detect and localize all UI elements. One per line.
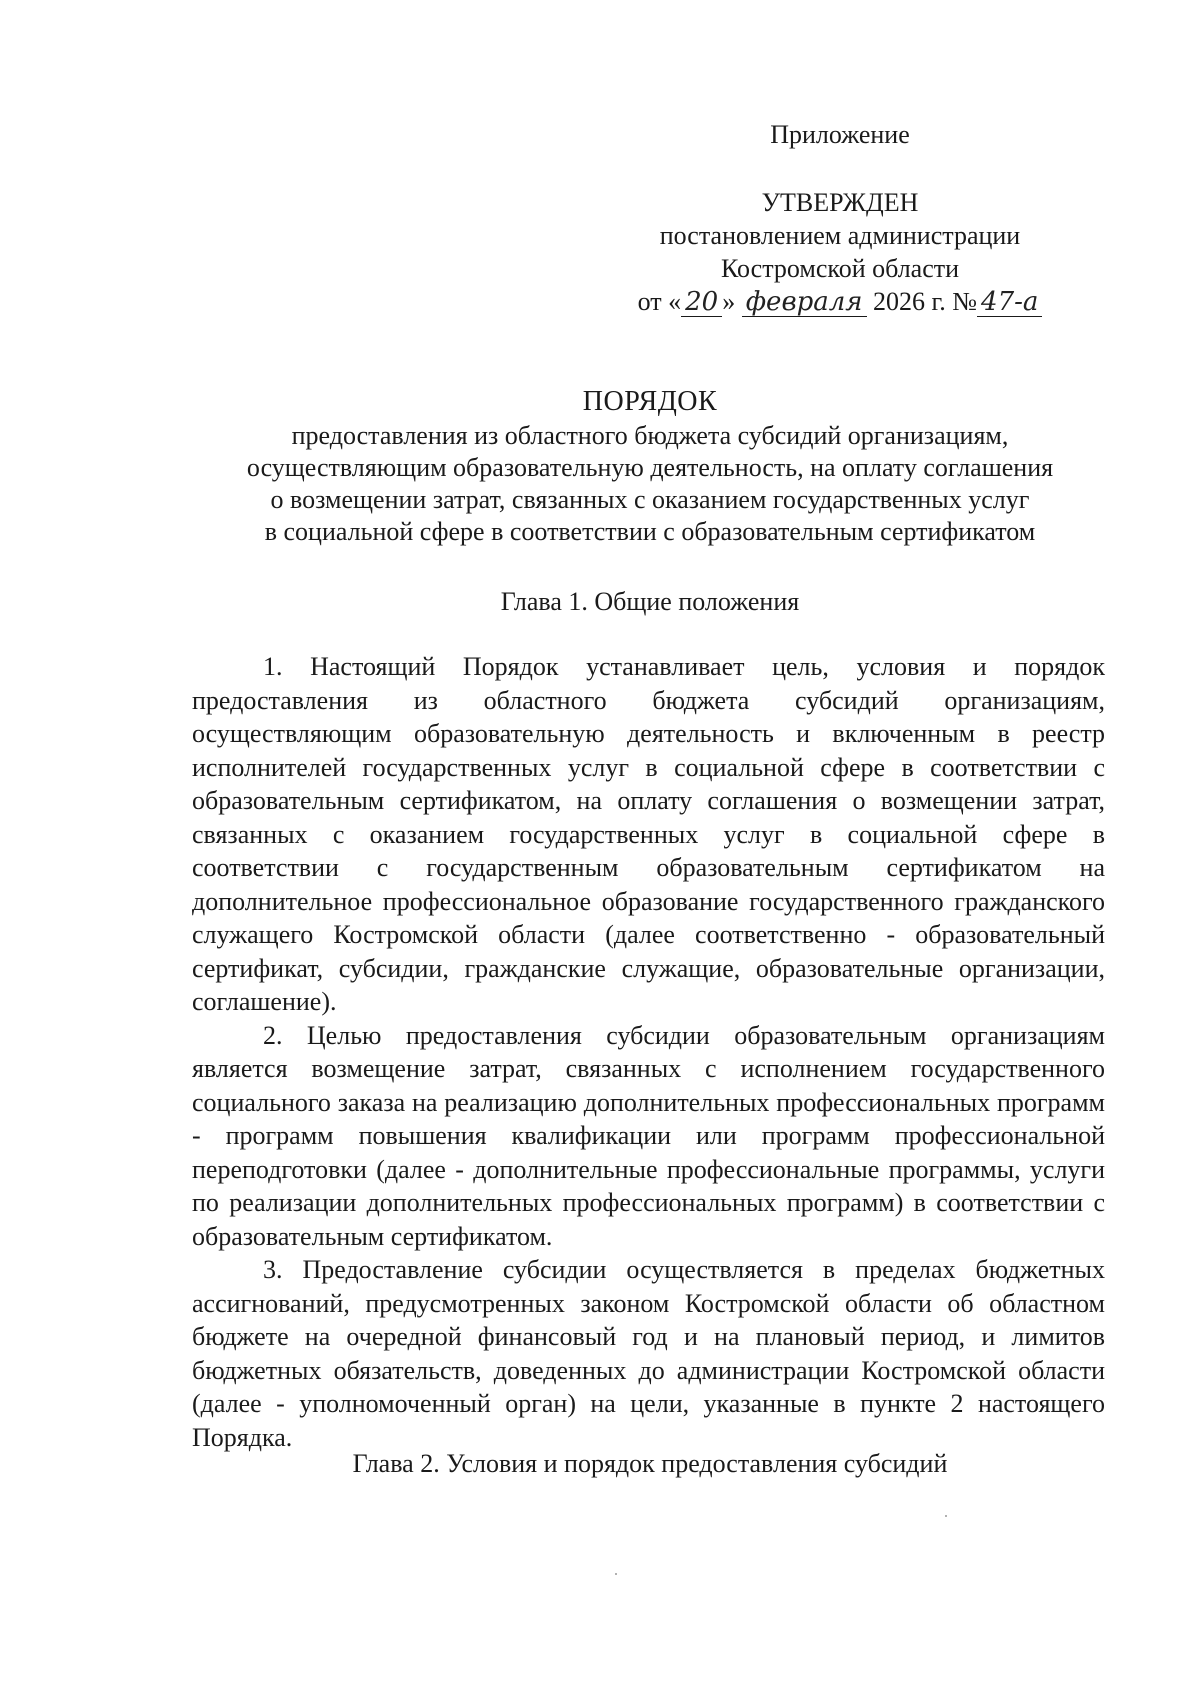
document-subtitle-line: о возмещении затрат, связанных с оказанием государственных услуг — [270, 485, 1030, 514]
document-title-block — [150, 386, 1150, 548]
handwritten-day: 20 — [681, 288, 722, 317]
approval-stamp-block — [580, 118, 1100, 318]
annex-label: Приложение — [770, 120, 910, 149]
document-subtitle-line: осуществляющим образовательную деятельность, на оплату соглашения — [246, 453, 1054, 482]
scan-speck — [615, 1573, 617, 1575]
date-prefix: от « — [637, 287, 682, 316]
approved-by-line: постановлением администрации — [659, 221, 1021, 250]
chapter-1-body — [192, 650, 1105, 1454]
handwritten-month: февраля — [742, 288, 867, 317]
date-year: 2026 г. № — [873, 287, 978, 316]
document-subtitle-line: предоставления из областного бюджета субсидий организациям, — [291, 421, 1009, 450]
document-title: ПОРЯДОК — [582, 386, 718, 417]
approved-label: УТВЕРЖДЕН — [761, 188, 919, 217]
approved-region-line: Костромской области — [720, 254, 960, 283]
paragraph-2: 2. Целью предоставления субсидии образовательным организациям является возмещение затрат, связанных с исполнением государственного социального заказа на реализацию дополнительных профессиональных программ - программ повышения квалификации или программ профессиональной переподготовки (далее - дополнительные профессиональные программы, услуги по реализации дополнительных профессиональных программ) в соответствии с образовательным сертификатом. — [192, 1020, 1105, 1251]
paragraph-3: 3. Предоставление субсидии осуществляется в пределах бюджетных ассигнований, предусмотренных законом Костромской области об областном бюджете на очередной финансовый год и на плановый период, и лимитов бюджетных обязательств, доведенных до администрации Костромской области (далее - уполномоченный орган) на цели, указанные в пункте 2 настоящего Порядка. — [192, 1255, 1105, 1452]
chapter-2-heading: Глава 2. Условия и порядок предоставления субсидий — [352, 1449, 948, 1478]
handwritten-doc-number: 47-а — [977, 288, 1042, 317]
paragraph-1: 1. Настоящий Порядок устанавливает цель, условия и порядок предоставления из областного бюджета субсидий организациям, осуществляющим образовательную деятельность и включенным в реестр исполнителей государственных услуг в социальной сфере в соответствии с образовательным сертификатом, на оплату соглашения о возмещении затрат, связанных с оказанием государственных услуг в социальной сфере в соответствии с государственным образовательным сертификатом на дополнительное профессиональное образование государственного гражданского служащего Костромской области (далее соответственно - образовательный сертификат, субсидии, гражданские служащие, образовательные организации, соглашение). — [192, 652, 1105, 1016]
approval-date-line — [580, 285, 1100, 318]
chapter-1-heading: Глава 1. Общие положения — [500, 587, 800, 616]
date-mid: » — [722, 287, 736, 316]
scan-speck — [945, 1515, 947, 1517]
document-subtitle-line: в социальной сфере в соответствии с образовательным сертификатом — [264, 517, 1036, 546]
